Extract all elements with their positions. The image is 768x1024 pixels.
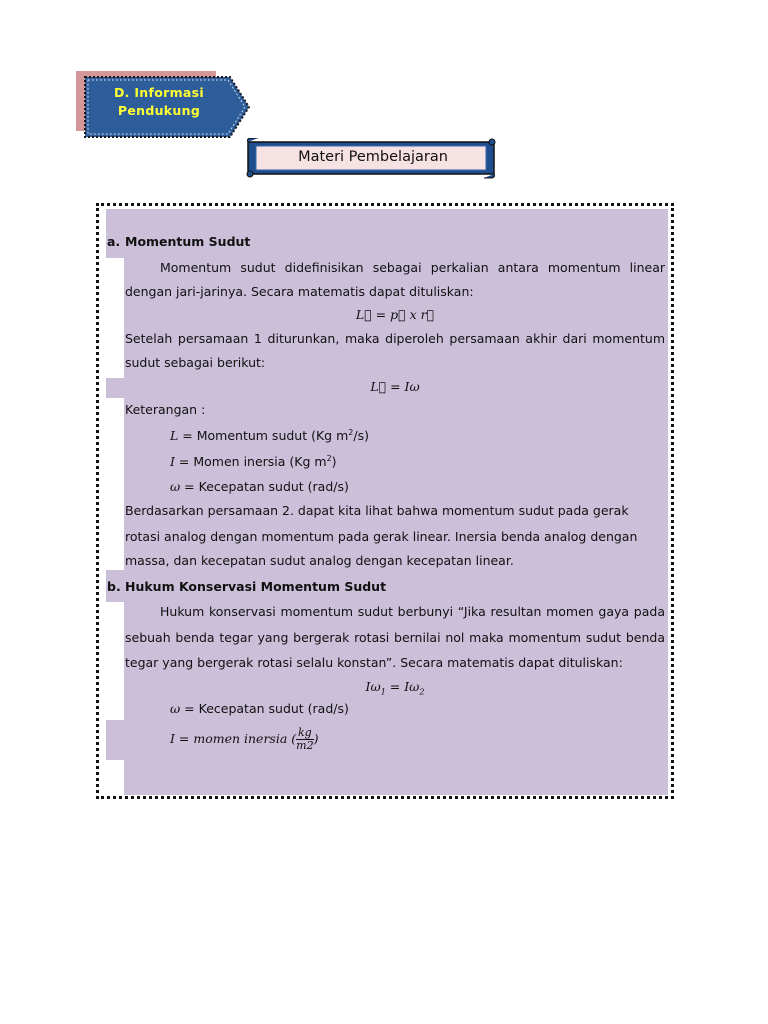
definition-omega-text: = Kecepatan sudut (rad/s) — [180, 479, 349, 494]
definition-L-sup: 2 — [348, 427, 354, 437]
definition-I-label: I = momen inersia ( — [170, 731, 297, 746]
section-a-p2-line2: sudut sebagai berikut: — [125, 355, 266, 370]
equation-1: L⃗ = p⃗ x r⃗ — [355, 307, 435, 322]
section-a-p1-line2: dengan jari-jarinya. Secara matematis dapat dituliskan: — [125, 284, 474, 299]
eq-mid: = Iω — [385, 679, 420, 694]
panel-notch — [106, 258, 124, 378]
section-b-letter: b. — [107, 579, 121, 594]
section-b-heading: Hukum Konservasi Momentum Sudut — [125, 579, 387, 594]
symbol-I: I — [170, 454, 175, 469]
fraction-denominator: m2 — [296, 739, 314, 752]
definition-L-end: /s) — [353, 428, 369, 443]
section-a-p3-line1: Berdasarkan persamaan 2. dapat kita lihat bahwa momentum sudut pada gerak — [125, 503, 629, 518]
definition-omega — [170, 479, 349, 495]
panel-notch — [106, 602, 124, 720]
equation-2: L⃗ = Iω — [370, 379, 420, 394]
panel-notch — [106, 760, 124, 795]
definition-I-text: = Momen inersia (Kg m — [174, 454, 327, 469]
section-a-heading: Momentum Sudut — [125, 234, 251, 249]
section-b-p1-line1: Hukum konservasi momentum sudut berbunyi “Jika resultan momen gaya pada — [160, 604, 665, 619]
scroll-title — [246, 138, 498, 180]
equation-conservation — [125, 679, 665, 695]
banner-text — [84, 84, 234, 120]
section-b-definition-omega — [170, 701, 349, 717]
section-a-letter: a. — [107, 234, 121, 249]
eq-left: Iω — [365, 679, 381, 694]
section-b-definition-omega-text: = Kecepatan sudut (rad/s) — [180, 701, 349, 716]
banner-line1: D. Informasi — [113, 85, 204, 100]
definition-L-text: = Momentum sudut (Kg m — [178, 428, 349, 443]
section-a-p1-line1: Momentum sudut didefinisikan sebagai perkalian antara momentum linear — [160, 260, 665, 275]
section-b-p1-line3: tegar yang bergerak rotasi selalu konstan”. Secara matematis dapat dituliskan: — [125, 655, 623, 670]
banner-line2: Pendukung — [117, 103, 201, 118]
symbol-L: L — [170, 428, 179, 443]
eq-sub2: 2 — [419, 687, 425, 697]
definition-I-close: ) — [313, 731, 319, 746]
definition-I-end: ) — [331, 454, 337, 469]
definition-L — [170, 428, 369, 444]
keterangan-label: Keterangan : — [125, 402, 206, 417]
fraction-numerator: kg — [298, 726, 312, 739]
section-b-definition-I — [170, 722, 318, 756]
eq-sub1: 1 — [380, 687, 386, 697]
panel-notch — [106, 398, 124, 570]
section-banner — [84, 76, 250, 138]
definition-I-sup: 2 — [326, 453, 332, 463]
definition-I — [170, 454, 337, 470]
section-b-p1-line2: sebuah benda tegar yang bergerak rotasi bernilai nol maka momentum sudut benda — [125, 630, 665, 645]
page-title: Materi Pembelajaran — [298, 149, 448, 165]
section-a-p3-line3: massa, dan kecepatan sudut analog dengan kecepatan linear. — [125, 553, 514, 568]
fraction-kg-m2 — [296, 727, 313, 752]
section-a-p2-line1: Setelah persamaan 1 diturunkan, maka diperoleh persamaan akhir dari momentum — [125, 331, 665, 346]
symbol-omega: ω — [170, 479, 181, 494]
symbol-omega: ω — [170, 701, 181, 716]
section-a-p3-line2: rotasi analog dengan momentum pada gerak linear. Inersia benda analog dengan — [125, 529, 638, 544]
